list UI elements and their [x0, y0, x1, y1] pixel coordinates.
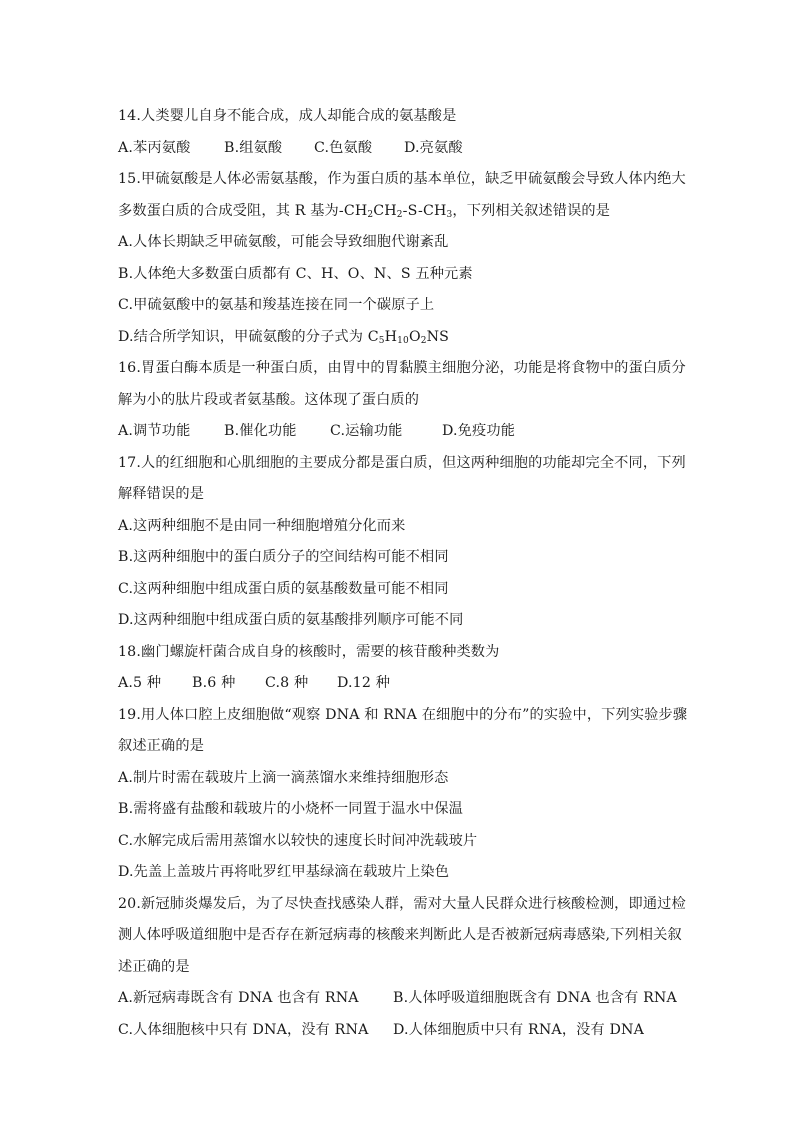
q19-stem-line2: 叙述正确的是: [118, 738, 205, 754]
q17-stem-line1: 17.人的红细胞和心肌细胞的主要成分都是蛋白质，但这两种细胞的功能却完全不同，下列: [118, 454, 686, 471]
q17-option-c: C.这两种细胞中组成蛋白质的氨基酸数量可能不相同: [118, 580, 449, 597]
q16-options: [118, 416, 678, 448]
q14-option-a: A.苯丙氨酸: [118, 139, 191, 156]
q15-option-b: B.人体绝大多数蛋白质都有 C、H、O、N、S 五种元素: [118, 265, 473, 282]
q19-option-b: B.需将盛有盐酸和载玻片的小烧杯一同置于温水中保温: [118, 801, 463, 817]
q19-option-a: A.制片时需在载玻片上滴一滴蒸馏水来维持细胞形态: [118, 769, 449, 786]
q17-option-a: A.这两种细胞不是由同一种细胞增殖分化而来: [118, 517, 406, 534]
q16-stem-line1: 16.胃蛋白酶本质是一种蛋白质，由胃中的胃黏膜主细胞分泌，功能是将食物中的蛋白质分: [118, 360, 686, 376]
q15-option-c: C.甲硫氨酸中的氨基和羧基连接在同一个碳原子上: [118, 297, 435, 313]
q16-option-d: D.免疫功能: [442, 423, 516, 439]
q20-option-a: A.新冠病毒既含有 DNA 也含有 RNA: [118, 990, 359, 1006]
q14-option-d: D.亮氨酸: [404, 139, 463, 156]
q18-option-a: A.5 种: [118, 675, 162, 691]
q14-stem: 14.人类婴儿自身不能合成，成人却能合成的氨基酸是: [118, 108, 457, 124]
q15-option-a: A.人体长期缺乏甲硫氨酸，可能会导致细胞代谢紊乱: [118, 234, 449, 250]
q18-stem: 18.幽门螺旋杆菌合成自身的核酸时，需要的核苷酸种类数为: [118, 643, 500, 660]
q20-stem-line3: 述正确的是: [118, 958, 190, 975]
q19-option-c: C.水解完成后需用蒸馏水以较快的速度长时间冲洗载玻片: [118, 832, 478, 849]
q15-stem-line1: 15.甲硫氨酸是人体必需氨基酸，作为蛋白质的基本单位，缺乏甲硫氨酸会导致人体内绝大: [118, 171, 686, 187]
q20-options-row2: [118, 1015, 678, 1047]
q16-stem-line2: 解为小的肽片段或者氨基酸。这体现了蛋白质的: [118, 391, 420, 408]
q17-option-b: B.这两种细胞中的蛋白质分子的空间结构可能不相同: [118, 549, 449, 565]
q16-option-c: C.运输功能: [330, 423, 403, 439]
q19-stem-line1: 19.用人体口腔上皮细胞做“观察 DNA 和 RNA 在细胞中的分布”的实验中，下列实验步骤: [118, 706, 688, 723]
q20-stem-line2: 测人体呼吸道细胞中是否存在新冠病毒的核酸来判断此人是否被新冠病毒感染,下列相关叙: [118, 927, 682, 943]
question-list: [118, 101, 688, 1046]
q14-option-b: B.组氨酸: [224, 139, 283, 156]
q18-option-c: C.8 种: [265, 675, 309, 691]
q18-option-b: B.6 种: [192, 675, 236, 691]
q16-option-b: B.催化功能: [224, 423, 297, 439]
q17-stem-line2: 解释错误的是: [118, 486, 205, 502]
q20-option-d: D.人体细胞质中只有 RNA，没有 DNA: [393, 1021, 644, 1038]
q18-options: [118, 668, 678, 700]
q17-option-d: D.这两种细胞中组成蛋白质的氨基酸排列顺序可能不同: [118, 612, 464, 628]
q14-option-c: C.色氨酸: [314, 139, 373, 156]
q15-option-d: D.结合所学知识，甲硫氨酸的分子式为 $C_5H_{10}O_2NS$: [118, 328, 450, 346]
q15-stem-line2: 多数蛋白质的合成受阻，其 R 基为$-CH_2CH_2-S-CH_3$，下列相关叙述错误的是: [118, 202, 611, 220]
q18-option-d: D.12 种: [337, 675, 391, 691]
q20-options-row1: [118, 983, 678, 1015]
q14-options: [118, 133, 678, 165]
q20-option-c: C.人体细胞核中只有 DNA，没有 RNA: [118, 1021, 369, 1038]
q20-stem-line1: 20.新冠肺炎爆发后，为了尽快查找感染人群，需对大量人民群众进行核酸检测，即通过检: [118, 895, 686, 912]
q19-option-d: D.先盖上盖玻片再将吡罗红甲基绿滴在载玻片上染色: [118, 864, 450, 880]
q20-option-b: B.人体呼吸道细胞既含有 DNA 也含有 RNA: [393, 990, 677, 1006]
q16-option-a: A.调节功能: [118, 423, 191, 439]
